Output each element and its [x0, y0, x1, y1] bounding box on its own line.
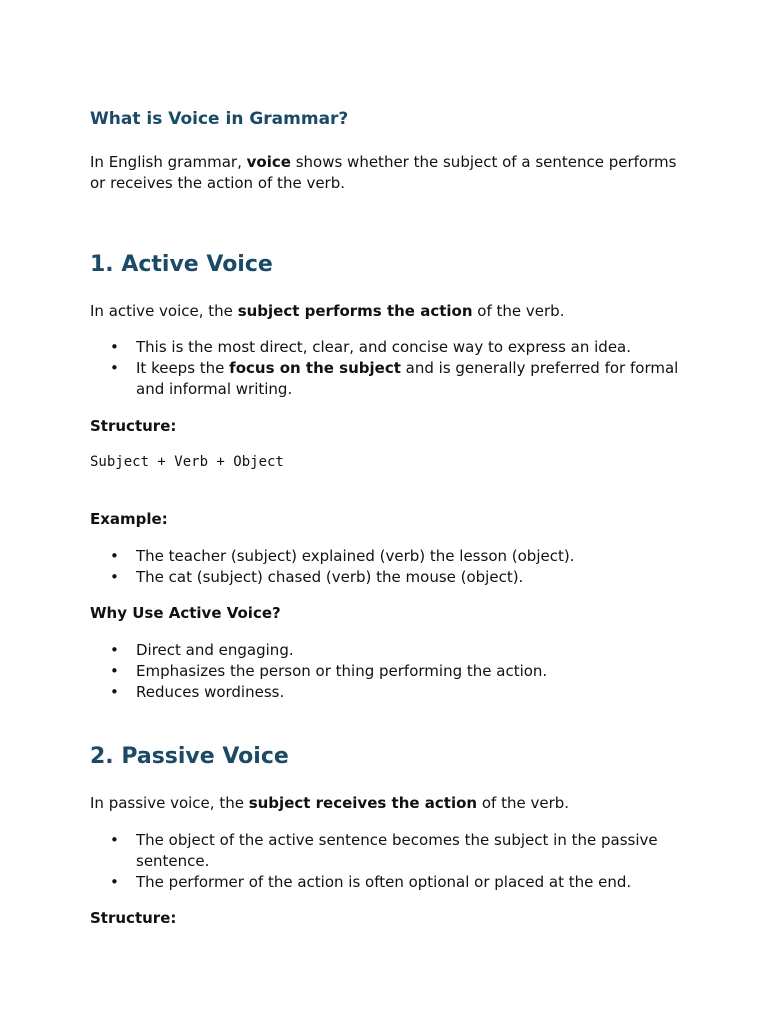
active-why-label: Why Use Active Voice? [90, 604, 281, 622]
active-points-list [90, 337, 680, 400]
active-example-label: Example: [90, 510, 168, 528]
bullet-icon: • [110, 873, 119, 891]
passive-definition: In passive voice, the subject receives the action of the verb. [90, 794, 570, 812]
bullet-icon: • [110, 338, 119, 356]
bullet-icon: • [110, 359, 119, 377]
active-examples-list [90, 546, 680, 588]
active-structure-formula: Subject + Verb + Object [90, 454, 284, 470]
list-item: • Emphasizes the person or thing performing the action. [110, 662, 548, 680]
passive-points-list [90, 830, 680, 893]
list-item: • This is the most direct, clear, and concise way to express an idea. [110, 338, 632, 356]
bullet-icon: • [110, 662, 119, 680]
page-title: What is Voice in Grammar? [90, 109, 349, 129]
list-item: • The teacher (subject) explained (verb) the lesson (object). [110, 547, 575, 565]
bullet-icon: • [110, 568, 119, 586]
list-item: • The object of the active sentence becomes the subject in the passive sentence. [110, 831, 658, 870]
active-structure-label: Structure: [90, 417, 177, 435]
list-item: • Reduces wordiness. [110, 683, 285, 701]
active-voice-heading: 1. Active Voice [90, 252, 273, 277]
list-item: • The cat (subject) chased (verb) the mouse (object). [110, 568, 524, 586]
passive-voice-heading: 2. Passive Voice [90, 744, 289, 769]
list-item: • Direct and engaging. [110, 641, 294, 659]
list-item: • It keeps the focus on the subject and is generally preferred for formal and informal writing. [110, 359, 679, 398]
passive-structure-label: Structure: [90, 909, 177, 927]
list-item: • The performer of the action is often optional or placed at the end. [110, 873, 632, 891]
intro-keyword: voice [246, 153, 291, 171]
bullet-icon: • [110, 683, 119, 701]
active-definition: In active voice, the subject performs the action of the verb. [90, 302, 565, 320]
bullet-icon: • [110, 641, 119, 659]
bullet-icon: • [110, 831, 119, 849]
intro-paragraph: In English grammar, voice shows whether the subject of a sentence performs or receives the action of the verb. [90, 153, 677, 192]
active-reasons-list [90, 640, 680, 703]
bullet-icon: • [110, 547, 119, 565]
